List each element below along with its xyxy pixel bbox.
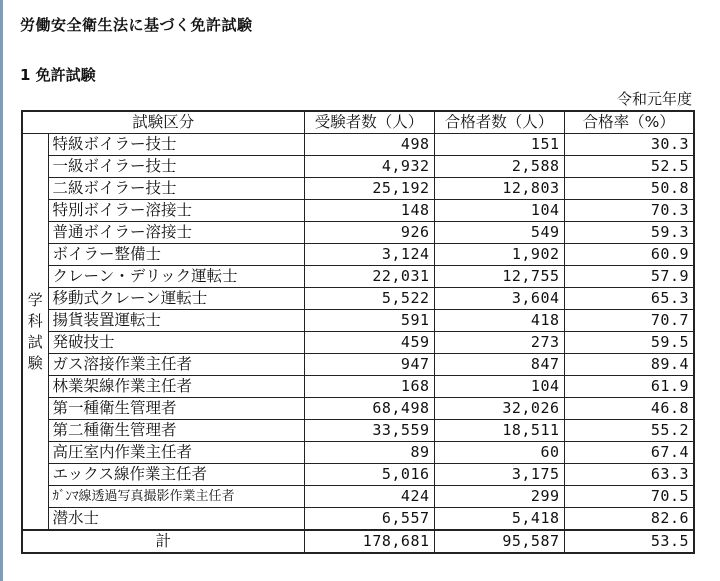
- pass-rate: 61.9: [564, 376, 694, 398]
- passers-count: 5,418: [434, 508, 564, 531]
- passers-count: 2,588: [434, 156, 564, 178]
- pass-rate: 89.4: [564, 354, 694, 376]
- passers-count: 847: [434, 354, 564, 376]
- exam-name: 高圧室内作業主任者: [48, 442, 304, 464]
- table-row: [22, 420, 694, 442]
- table-row: [22, 156, 694, 178]
- table-row: [22, 200, 694, 222]
- examinees-count: 591: [304, 310, 434, 332]
- examinees-count: 3,124: [304, 244, 434, 266]
- exam-name: 第一種衛生管理者: [48, 398, 304, 420]
- total-rate: 53.5: [564, 530, 694, 553]
- pass-rate: 57.9: [564, 266, 694, 288]
- passers-count: 273: [434, 332, 564, 354]
- exam-name: ｶﾞﾝﾏ線透過写真撮影作業主任者: [48, 486, 304, 508]
- passers-count: 60: [434, 442, 564, 464]
- exam-name: 特別ボイラー溶接士: [48, 200, 304, 222]
- header-passers: 合格者数（人）: [434, 111, 564, 134]
- passers-count: 12,755: [434, 266, 564, 288]
- pass-rate: 46.8: [564, 398, 694, 420]
- pass-rate: 82.6: [564, 508, 694, 531]
- exam-name: クレーン・デリック運転士: [48, 266, 304, 288]
- examinees-count: 498: [304, 134, 434, 156]
- table-row: [22, 178, 694, 200]
- pass-rate: 50.8: [564, 178, 694, 200]
- pass-rate: 30.3: [564, 134, 694, 156]
- header-examinees: 受験者数（人）: [304, 111, 434, 134]
- pass-rate: 59.5: [564, 332, 694, 354]
- exam-name: 二級ボイラー技士: [48, 178, 304, 200]
- table-row: [22, 310, 694, 332]
- table-row: [22, 442, 694, 464]
- table-row: [22, 244, 694, 266]
- exam-name: 普通ボイラー溶接士: [48, 222, 304, 244]
- passers-count: 104: [434, 200, 564, 222]
- table-row: [22, 486, 694, 508]
- examinees-count: 68,498: [304, 398, 434, 420]
- total-examinees: 178,681: [304, 530, 434, 553]
- passers-count: 32,026: [434, 398, 564, 420]
- exam-name: 林業架線作業主任者: [48, 376, 304, 398]
- license-exam-table: [21, 110, 695, 554]
- passers-count: 1,902: [434, 244, 564, 266]
- header-category: 試験区分: [22, 111, 304, 134]
- examinees-count: 424: [304, 486, 434, 508]
- passers-count: 299: [434, 486, 564, 508]
- passers-count: 104: [434, 376, 564, 398]
- pass-rate: 70.5: [564, 486, 694, 508]
- examinees-count: 947: [304, 354, 434, 376]
- category-label-char: 試: [27, 332, 43, 351]
- table-row: [22, 332, 694, 354]
- category-label-char: 学: [27, 290, 43, 309]
- exam-name: 移動式クレーン運転士: [48, 288, 304, 310]
- pass-rate: 70.7: [564, 310, 694, 332]
- table-row: [22, 222, 694, 244]
- examinees-count: 168: [304, 376, 434, 398]
- passers-count: 549: [434, 222, 564, 244]
- total-row: [22, 530, 694, 553]
- pass-rate: 63.3: [564, 464, 694, 486]
- exam-name: 第二種衛生管理者: [48, 420, 304, 442]
- passers-count: 418: [434, 310, 564, 332]
- examinees-count: 33,559: [304, 420, 434, 442]
- passers-count: 151: [434, 134, 564, 156]
- exam-name: ガス溶接作業主任者: [48, 354, 304, 376]
- examinees-count: 148: [304, 200, 434, 222]
- examinees-count: 459: [304, 332, 434, 354]
- table-header-row: [22, 111, 694, 134]
- passers-count: 3,175: [434, 464, 564, 486]
- table-row: [22, 376, 694, 398]
- table-row: [22, 398, 694, 420]
- table-row: [22, 288, 694, 310]
- header-rate: 合格率（%）: [564, 111, 694, 134]
- exam-name: 一級ボイラー技士: [48, 156, 304, 178]
- table-row: [22, 266, 694, 288]
- passers-count: 12,803: [434, 178, 564, 200]
- examinees-count: 4,932: [304, 156, 434, 178]
- passers-count: 3,604: [434, 288, 564, 310]
- table-row: [22, 134, 694, 156]
- examinees-count: 22,031: [304, 266, 434, 288]
- exam-name: 発破技士: [48, 332, 304, 354]
- examinees-count: 5,016: [304, 464, 434, 486]
- pass-rate: 52.5: [564, 156, 694, 178]
- total-passers: 95,587: [434, 530, 564, 553]
- exam-name: 潜水士: [48, 508, 304, 531]
- pass-rate: 55.2: [564, 420, 694, 442]
- category-label-char: 験: [27, 353, 43, 372]
- table-body: [22, 134, 694, 531]
- table-row: [22, 464, 694, 486]
- page-title: 労働安全衛生法に基づく免許試験: [20, 16, 253, 34]
- pass-rate: 59.3: [564, 222, 694, 244]
- passers-count: 18,511: [434, 420, 564, 442]
- pass-rate: 60.9: [564, 244, 694, 266]
- examinees-count: 89: [304, 442, 434, 464]
- examinees-count: 5,522: [304, 288, 434, 310]
- examinees-count: 926: [304, 222, 434, 244]
- fiscal-year-note: 令和元年度: [616, 90, 692, 108]
- exam-name: ボイラー整備士: [48, 244, 304, 266]
- pass-rate: 65.3: [564, 288, 694, 310]
- pass-rate: 67.4: [564, 442, 694, 464]
- examinees-count: 25,192: [304, 178, 434, 200]
- examinees-count: 6,557: [304, 508, 434, 531]
- table-row: [22, 508, 694, 531]
- category-label-gakka-shiken: [22, 134, 48, 531]
- exam-name: 揚貨装置運転士: [48, 310, 304, 332]
- category-label-char: 科: [27, 311, 43, 330]
- exam-name: エックス線作業主任者: [48, 464, 304, 486]
- left-edge-bar: [0, 0, 3, 581]
- table-row: [22, 354, 694, 376]
- exam-name: 特級ボイラー技士: [48, 134, 304, 156]
- total-label: 計: [22, 530, 304, 553]
- pass-rate: 70.3: [564, 200, 694, 222]
- section-title: 1 免許試験: [20, 66, 96, 84]
